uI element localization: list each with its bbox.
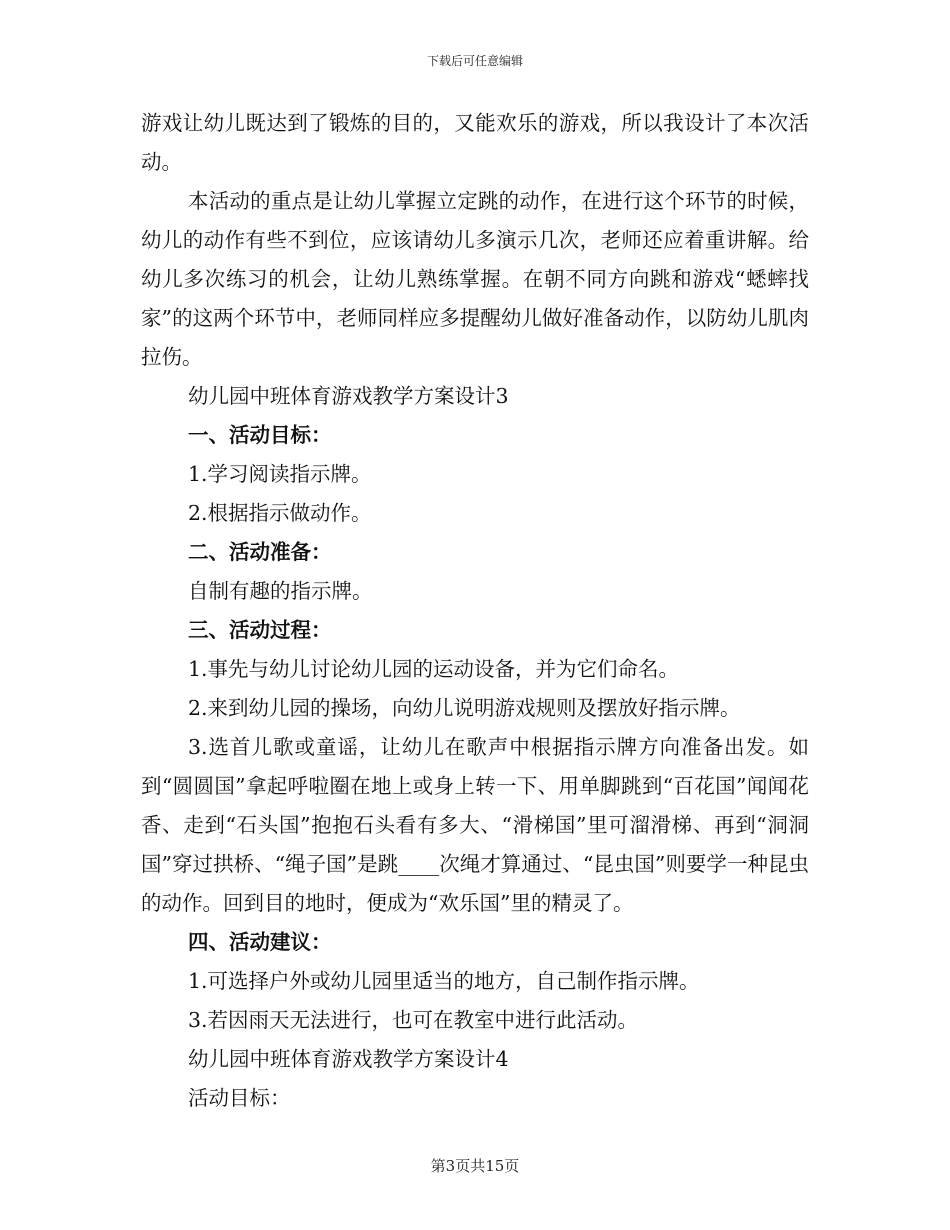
heading-suggestions: 四、活动建议： (188, 930, 332, 954)
list-item-suggestion-1: 1.可选择户外或幼儿园里适当的地方，自己制作指示牌。 (188, 969, 700, 993)
list-item-process-3: 3.选首儿歌或童谣，让幼儿在歌声中根据指示牌方向准备出发。如到“圆圆国”拿起呼啦圈在地上或身上转一下、用单脚跳到“百花国”闻闻花香、走到“石头国”抱抱石头看有多大、“滑梯国”里可溜滑梯、再到“洞洞国”穿过拱桥、“绳子国”是跳____次绳才算通过、“昆虫国”则要学一种昆虫的动作。回到目的地时，便成为“欢乐国”里的精灵了。 (141, 735, 809, 915)
section-title-plan-4: 幼儿园中班体育游戏教学方案设计4 (188, 1047, 509, 1071)
list-item-process-1: 1.事先与幼儿讨论幼儿园的运动设备，并为它们命名。 (188, 657, 680, 681)
heading-process: 三、活动过程： (188, 618, 332, 642)
heading-preparation: 二、活动准备： (188, 540, 332, 564)
heading-activity-goals: 活动目标： (188, 1086, 291, 1110)
list-item-goal-1: 1.学习阅读指示牌。 (188, 462, 372, 486)
section-title-plan-3: 幼儿园中班体育游戏教学方案设计3 (188, 384, 509, 408)
document-body (141, 104, 809, 1118)
page-footer: 第3页共15页 (430, 1157, 520, 1175)
list-item-process-2: 2.来到幼儿园的操场，向幼儿说明游戏规则及摆放好指示牌。 (188, 696, 741, 720)
paragraph-intro-end: 游戏让幼儿既达到了锻炼的目的，又能欢乐的游戏，所以我设计了本次活动。 (141, 111, 809, 174)
heading-goals: 一、活动目标： (188, 423, 332, 447)
page-header: 下载后可任意编辑 (426, 54, 523, 68)
paragraph-preparation: 自制有趣的指示牌。 (188, 579, 373, 603)
list-item-suggestion-3: 3.若因雨天无法进行，也可在教室中进行此活动。 (188, 1008, 639, 1032)
list-item-goal-2: 2.根据指示做动作。 (188, 501, 372, 525)
paragraph-key-points: 本活动的重点是让幼儿掌握立定跳的动作，在进行这个环节的时候，幼儿的动作有些不到位，应该请幼儿多演示几次，老师还应着重讲解。给幼儿多次练习的机会，让幼儿熟练掌握。在朝不同方向跳和游戏“蟋蟀找家”的这两个环节中，老师同样应多提醒幼儿做好准备动作，以防幼儿肌肉拉伤。 (141, 189, 809, 369)
